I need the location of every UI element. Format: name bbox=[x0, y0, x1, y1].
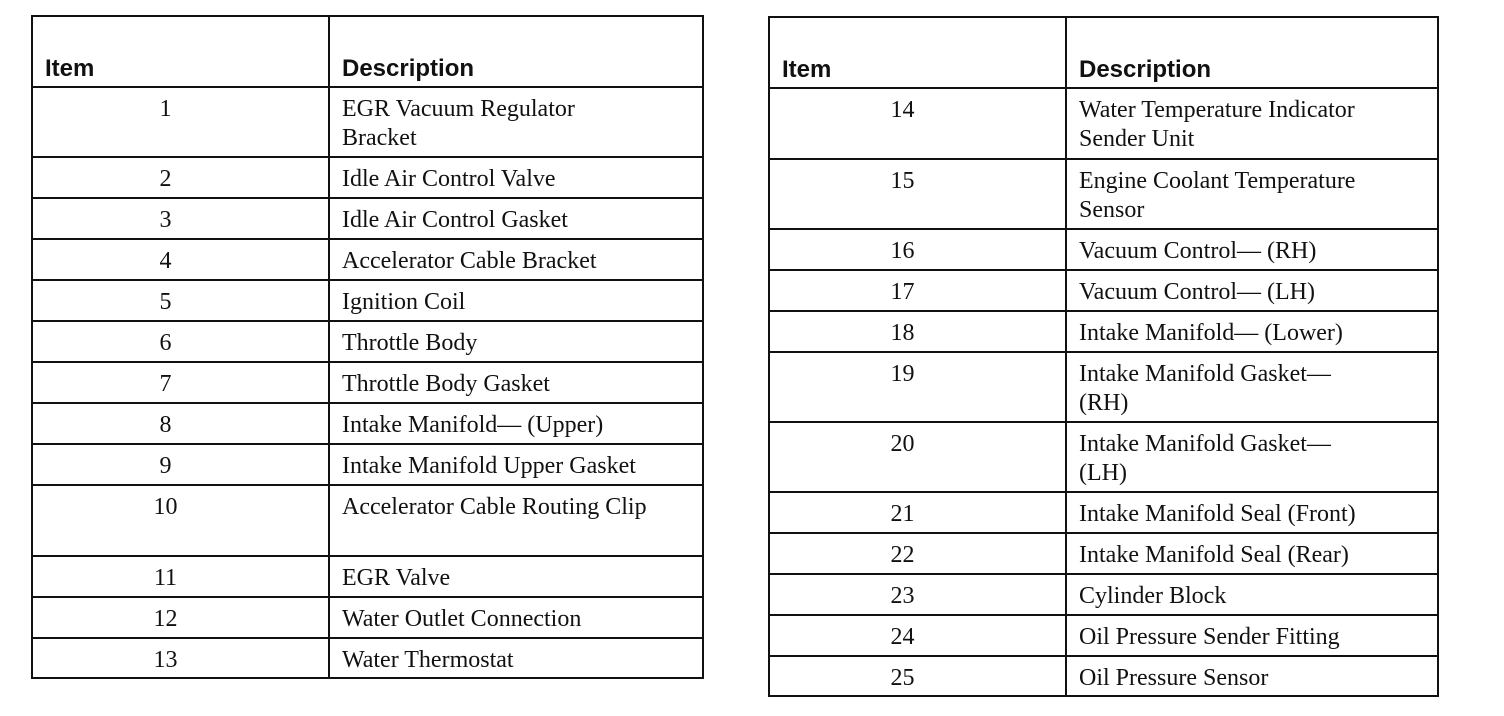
item-description: Intake Manifold Seal (Rear) bbox=[1066, 533, 1438, 574]
table-row bbox=[769, 352, 1438, 422]
item-description: Oil Pressure Sensor bbox=[1066, 656, 1438, 696]
item-description: Throttle Body Gasket bbox=[329, 362, 703, 403]
item-description: Intake Manifold— (Lower) bbox=[1066, 311, 1438, 352]
table-row bbox=[769, 229, 1438, 270]
item-number: 4 bbox=[32, 239, 329, 280]
item-description: Engine Coolant Temperature Sensor bbox=[1066, 159, 1438, 229]
item-number: 21 bbox=[769, 492, 1066, 533]
table-row bbox=[769, 311, 1438, 352]
item-number: 11 bbox=[32, 556, 329, 597]
item-description: Water Temperature Indicator Sender Unit bbox=[1066, 88, 1438, 159]
item-description: Throttle Body bbox=[329, 321, 703, 362]
item-number: 25 bbox=[769, 656, 1066, 696]
item-description: Ignition Coil bbox=[329, 280, 703, 321]
table-row bbox=[32, 198, 703, 239]
item-number: 8 bbox=[32, 403, 329, 444]
table-row bbox=[32, 485, 703, 556]
item-description: Intake Manifold Gasket— (RH) bbox=[1066, 352, 1438, 422]
description-column-header: Description bbox=[1066, 17, 1438, 88]
item-description: Idle Air Control Valve bbox=[329, 157, 703, 198]
table-row bbox=[32, 280, 703, 321]
item-number: 5 bbox=[32, 280, 329, 321]
item-number: 2 bbox=[32, 157, 329, 198]
table-row bbox=[32, 444, 703, 485]
table-row bbox=[32, 321, 703, 362]
item-number: 23 bbox=[769, 574, 1066, 615]
item-description: Intake Manifold Seal (Front) bbox=[1066, 492, 1438, 533]
table-row bbox=[769, 422, 1438, 492]
item-number: 16 bbox=[769, 229, 1066, 270]
header-row bbox=[32, 16, 703, 87]
table-row bbox=[32, 597, 703, 638]
table-row bbox=[32, 638, 703, 678]
table-row bbox=[32, 239, 703, 280]
item-description: Vacuum Control— (LH) bbox=[1066, 270, 1438, 311]
item-description: Accelerator Cable Bracket bbox=[329, 239, 703, 280]
table-row bbox=[32, 362, 703, 403]
item-number: 14 bbox=[769, 88, 1066, 159]
item-number: 18 bbox=[769, 311, 1066, 352]
item-number: 13 bbox=[32, 638, 329, 678]
item-number: 17 bbox=[769, 270, 1066, 311]
item-description: Water Thermostat bbox=[329, 638, 703, 678]
item-number: 10 bbox=[32, 485, 329, 556]
item-number: 15 bbox=[769, 159, 1066, 229]
item-number: 1 bbox=[32, 87, 329, 157]
item-number: 6 bbox=[32, 321, 329, 362]
item-number: 9 bbox=[32, 444, 329, 485]
table-row bbox=[769, 615, 1438, 656]
item-number: 24 bbox=[769, 615, 1066, 656]
table-row bbox=[32, 556, 703, 597]
item-column-header: Item bbox=[32, 16, 329, 87]
item-number: 19 bbox=[769, 352, 1066, 422]
table-row bbox=[769, 159, 1438, 229]
item-column-header: Item bbox=[769, 17, 1066, 88]
table-row bbox=[769, 270, 1438, 311]
item-number: 12 bbox=[32, 597, 329, 638]
item-number: 22 bbox=[769, 533, 1066, 574]
item-description: Vacuum Control— (RH) bbox=[1066, 229, 1438, 270]
table-row bbox=[32, 157, 703, 198]
item-description: Idle Air Control Gasket bbox=[329, 198, 703, 239]
table-row bbox=[32, 87, 703, 157]
table-row bbox=[32, 403, 703, 444]
table-row bbox=[769, 88, 1438, 159]
item-description: Water Outlet Connection bbox=[329, 597, 703, 638]
description-column-header: Description bbox=[329, 16, 703, 87]
item-description: Intake Manifold— (Upper) bbox=[329, 403, 703, 444]
header-row bbox=[769, 17, 1438, 88]
item-description: EGR Valve bbox=[329, 556, 703, 597]
item-number: 3 bbox=[32, 198, 329, 239]
parts-table-right bbox=[768, 16, 1439, 697]
item-description: Intake Manifold Upper Gasket bbox=[329, 444, 703, 485]
table-row bbox=[769, 492, 1438, 533]
table-row bbox=[769, 656, 1438, 696]
parts-table-left bbox=[31, 15, 704, 679]
item-number: 20 bbox=[769, 422, 1066, 492]
item-description: Accelerator Cable Routing Clip bbox=[329, 485, 703, 556]
item-description: EGR Vacuum Regulator Bracket bbox=[329, 87, 703, 157]
table-row bbox=[769, 533, 1438, 574]
item-description: Oil Pressure Sender Fitting bbox=[1066, 615, 1438, 656]
table-row bbox=[769, 574, 1438, 615]
item-description: Intake Manifold Gasket— (LH) bbox=[1066, 422, 1438, 492]
item-description: Cylinder Block bbox=[1066, 574, 1438, 615]
item-number: 7 bbox=[32, 362, 329, 403]
